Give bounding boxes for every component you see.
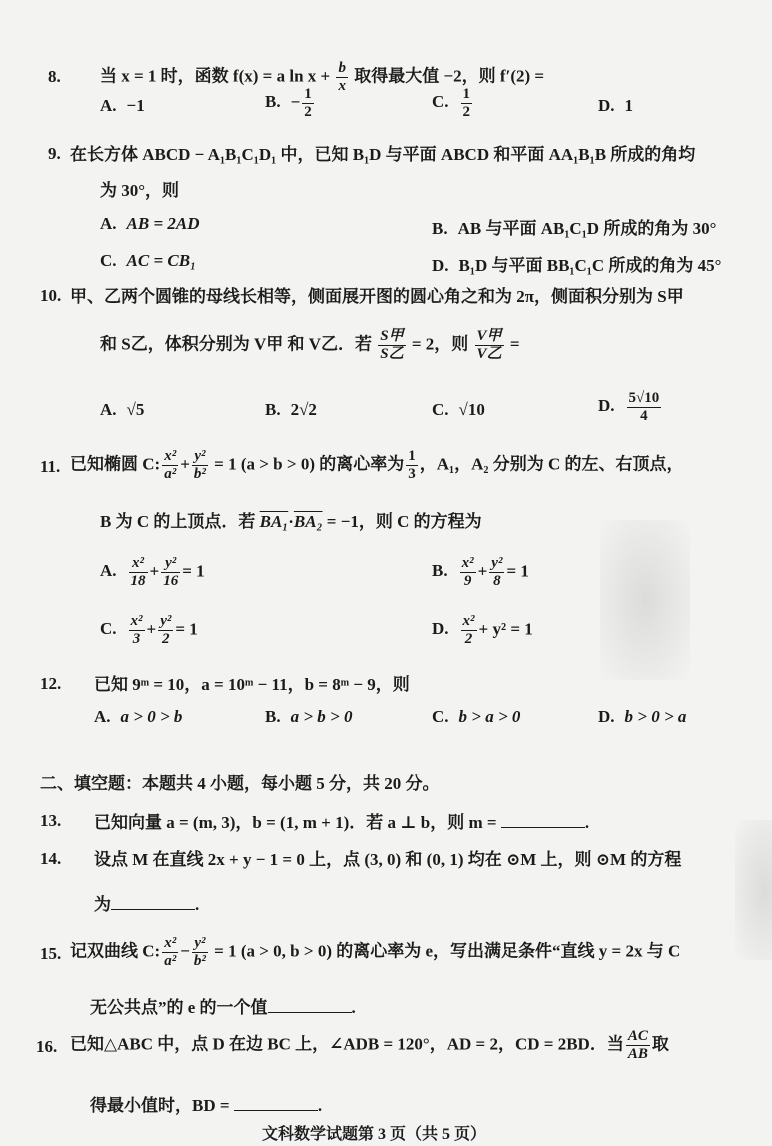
fraction [627,390,662,425]
numerator: x² [462,613,475,629]
numerator: x² [164,448,177,464]
stem-text: = 2，则 [411,334,469,354]
option-b[interactable] [432,214,716,239]
option-d[interactable] [432,251,721,276]
option-text: b > 0 > a [624,707,687,726]
operator: + [180,454,190,474]
numerator: 1 [304,86,312,102]
answer-blank[interactable] [111,893,195,910]
numerator: y² [192,448,208,466]
denominator: a² [164,953,177,969]
denominator: 2 [304,104,312,120]
answer-blank[interactable] [234,1094,318,1111]
option-c[interactable] [100,251,196,271]
option-label: A. [100,561,117,581]
option-text: √10 [458,400,485,419]
option-label: C. [432,92,449,112]
stem-text: = 1 (a > b > 0) 的离心率为 [214,454,405,474]
fraction [129,555,148,590]
fraction [406,448,418,483]
denominator: 18 [130,573,146,589]
operator: + [477,561,488,581]
question-number: 11. [40,457,61,476]
denominator: 2 [162,631,170,647]
option-label: C. [432,400,449,419]
vector: BA₁ [259,512,289,531]
stem-text: . [317,1096,323,1115]
option-text: = 1 [506,561,529,581]
numerator: y² [161,555,180,573]
option-label: B. [265,400,281,419]
fraction [192,448,208,483]
fraction [302,86,314,121]
denominator: 3 [132,631,141,647]
stem-text: 记双曲线 C: [70,941,161,961]
option-label: D. [598,96,615,115]
numerator: x² [461,555,474,571]
question-number: 9. [48,144,61,163]
option-label: B. [432,561,448,581]
fraction [461,613,477,648]
stem-text: . [195,895,200,914]
operator: · [288,512,294,531]
option-label: A. [100,96,117,115]
stem-text: = −1，则 C 的方程为 [326,512,482,531]
question-stem-line: 设点 M 在直线 2x + y − 1 = 0 上，点 (3, 0) 和 (0, 1) 均在 ⊙M 上，则 ⊙M 的方程 [94,850,682,869]
denominator: a² [164,466,177,482]
question-stem-line [70,1028,669,1063]
answer-blank[interactable] [268,996,352,1013]
stem-text: 当 x = 1 时，函数 f(x) = a ln x + [100,66,331,86]
stem-text: = 1 (a > 0, b > 0) 的离心率为 e，写出满足条件“直线 y = 2x 与 C [214,941,681,961]
fraction [162,935,178,970]
question-number: 12. [40,674,62,693]
option-label: C. [432,707,449,726]
option-d[interactable] [598,390,663,425]
fraction [378,328,405,363]
denominator: 9 [463,573,472,589]
numerator: V甲 [476,328,502,344]
question-number: 15. [40,944,62,963]
question-stem [100,60,544,95]
option-a[interactable] [100,400,144,420]
denominator: 4 [640,408,648,424]
option-b[interactable] [265,86,316,121]
denominator: AB [627,1046,648,1062]
question-stem-line: 在长方体 ABCD − A₁B₁C₁D₁ 中，已知 B₁D 与平面 ABCD 和平面 AA₁B₁B 所成的角均 [70,145,696,164]
option-text: a > 0 > b [120,707,183,726]
numerator: AC [627,1028,648,1044]
stem-text: 无公共点”的 e 的一个值 [90,998,268,1017]
fraction [162,448,178,483]
question-number: 13. [40,811,62,830]
question-number: 8. [48,67,61,86]
numerator: y² [192,935,208,953]
operator: + [149,561,160,581]
stem-text: B 为 C 的上顶点．若 [100,512,256,531]
numerator: 1 [462,86,471,102]
stem-text: 已知椭圆 C: [70,454,161,474]
option-d[interactable] [598,96,633,116]
denominator: x [338,78,346,94]
fraction [192,935,208,970]
stem-text: ，A₁，A₂ 分别为 C 的左、右顶点， [419,454,684,474]
option-label: A. [100,400,117,419]
page-footer: 文科数学试题第 3 页（共 5 页） [262,1126,487,1143]
fraction [489,555,504,590]
fraction [336,60,348,95]
option-b[interactable] [265,707,352,727]
stem-text: 得最小值时，BD = [90,1096,230,1115]
option-label: B. [432,219,448,238]
stem-text: 为 [94,895,111,914]
stem-text: 取得最大值 −2，则 f′(2) = [354,66,545,86]
numerator: S甲 [380,328,404,344]
minus-sign: − [290,92,301,112]
option-c[interactable] [432,86,474,121]
denominator: 16 [163,573,179,589]
option-text: AB 与平面 AB₁C₁D 所成的角为 30° [457,219,717,238]
vector: BA₂ [293,512,323,531]
denominator: 8 [493,573,501,589]
stem-text: = [509,334,520,354]
denominator: 3 [408,466,416,482]
operator: + [146,619,157,639]
option-text: √5 [126,400,145,419]
numerator: b [338,60,346,76]
operator: − [180,941,190,961]
numerator: y² [491,555,503,571]
option-text: B₁D 与平面 BB₁C₁C 所成的角为 45° [458,256,722,275]
option-label: B. [265,707,281,726]
question-stem-line [70,448,684,483]
option-text: AB = 2AD [126,214,200,233]
option-c[interactable] [432,707,520,727]
option-a[interactable] [100,555,205,590]
fraction [626,1028,650,1063]
option-text: + y² = 1 [478,619,533,639]
option-label: A. [94,707,111,726]
option-text: b > a > 0 [458,707,521,726]
option-c[interactable] [100,613,198,648]
option-a[interactable] [100,96,145,116]
question-stem-line: 为 30°，则 [100,181,180,200]
numerator: x² [129,555,148,573]
paper-fold-shadow [735,820,772,960]
fraction [461,86,473,121]
fraction [161,555,180,590]
numerator: 5√10 [628,390,660,406]
question-stem-line: 已知 9ᵐ = 10，a = 10ᵐ − 11，b = 8ᵐ − 9，则 [94,675,410,694]
option-label: D. [432,619,449,639]
option-label: C. [100,251,117,270]
answer-blank[interactable] [501,811,585,828]
option-d[interactable] [598,707,686,727]
stem-text: . [584,813,590,832]
fraction [158,613,173,648]
numerator: x² [130,613,143,629]
denominator: 2 [464,631,473,647]
fraction [475,328,504,363]
option-a[interactable] [94,707,182,727]
option-d[interactable] [432,613,533,648]
question-stem-line [70,935,680,970]
denominator: V乙 [476,346,502,362]
option-b[interactable] [265,400,317,420]
stem-text: . [351,998,356,1017]
option-text: = 1 [175,619,198,639]
option-label: D. [432,256,449,275]
stem-text: 已知△ABC 中，点 D 在边 BC 上，∠ADB = 120°，AD = 2，CD = 2BD．当 [70,1034,624,1054]
denominator: b² [193,466,206,482]
fraction [129,613,145,648]
question-stem-line [90,996,356,1019]
stem-text: 取 [651,1034,669,1054]
option-a[interactable] [100,214,200,234]
stem-text: 和 S乙，体积分别为 V甲 和 V乙．若 [100,334,373,354]
question-stem-line [90,1094,322,1117]
section-heading: 二、填空题：本题共 4 小题，每小题 5 分，共 20 分。 [40,774,440,793]
paper-fold-shadow [600,520,690,680]
question-stem-line [100,511,482,533]
option-text: 1 [624,96,634,115]
question-stem-line: 甲、乙两个圆锥的母线长相等，侧面展开图的圆心角之和为 2π，侧面积分别为 S甲 [70,287,684,306]
numerator: x² [164,935,177,951]
denominator: 2 [462,104,471,120]
question-number: 16. [36,1037,58,1056]
option-label: A. [100,214,117,233]
option-text: a > b > 0 [290,707,353,726]
stem-text: 已知向量 a = (m, 3)，b = (1, m + 1)．若 a ⊥ b，则 m = [94,813,497,832]
denominator: S乙 [380,346,404,362]
option-text: −1 [126,96,145,115]
question-number: 14. [40,849,62,868]
option-text: 2√2 [290,400,317,419]
question-number: 10. [40,286,62,305]
question-stem-line [94,811,589,834]
fraction [460,555,476,590]
option-text: AC = CB₁ [126,251,197,270]
numerator: y² [160,613,172,629]
option-label: D. [598,707,615,726]
numerator: 1 [408,448,416,464]
option-c[interactable] [432,400,485,420]
denominator: b² [193,953,206,969]
option-label: D. [598,396,615,416]
question-stem-line [94,893,199,916]
option-text: = 1 [182,561,205,581]
option-label: C. [100,619,117,639]
option-b[interactable] [432,555,529,590]
question-stem-line [100,328,520,363]
option-label: B. [265,92,281,112]
